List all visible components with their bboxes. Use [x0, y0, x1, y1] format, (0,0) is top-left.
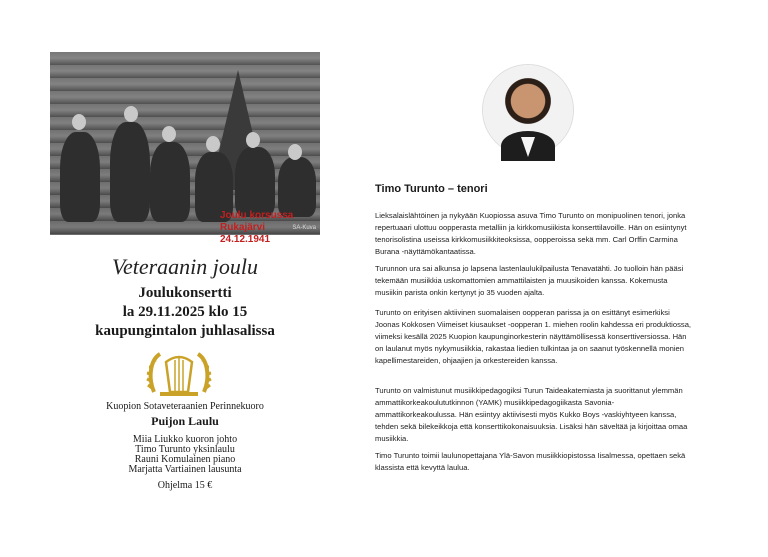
soldier-head: [72, 114, 86, 130]
soldier-head: [246, 132, 260, 148]
lyre-emblem-icon: [146, 348, 212, 400]
program-price: Ohjelma 15 €: [157, 480, 213, 491]
performer-line: Rauni Komulainen piano: [134, 454, 236, 465]
soldier-head: [124, 106, 138, 122]
bio-paragraph: Lieksalaislähtöinen ja nykyään Kuopiossa asuva Timo Turunto on monipuolinen tenori, jonka repertuaari ulottuu oopperasta metalliin ja kirkkomusiikista konserttilavoille. Hän on esiintynyt tenorisolistina useissa kirkkomusiikkiteoksissa, oopperoissa sekä mm. Carl Orffin Carmina Burana -näyttämökantaatissa.: [375, 211, 687, 256]
bio-panel: [360, 25, 700, 495]
soldier-head: [288, 144, 302, 160]
soldier-figure: [278, 157, 316, 217]
performer-line: Timo Turunto yksinlaulu: [135, 444, 235, 455]
caption-line: Joulu korsussa Rukajärvi: [220, 210, 294, 233]
performer-line: Marjatta Vartiainen lausunta: [128, 464, 242, 475]
bio-paragraph: Turunto on erityisen aktiivinen suomalaisen oopperan parissa ja on esittänyt esimerkiksi Joonas Kokkosen Viimeiset kiusaukset -oopperan 1. miehen roolin kahdessa eri produktiossa, viimeksi kesällä 2025 Kuopion kaupunginorkesterin näyttämöllisessä konserttiversiossa. Hän on laulanut myös nykymusiikkia, rakastaa liedien tulkintaa ja on saanut työskennellä monien kapellimestareiden, ohjaajien ja orkestereiden kanssa.: [375, 308, 692, 365]
caption-date: 24.12.1941: [220, 234, 271, 245]
bio-paragraph: Timo Turunto toimii laulunopettajana Ylä-Savon musiikkiopistossa Iisalmessa, opettaen sekä klassista että kevyttä laulua.: [375, 451, 686, 472]
poster-left-panel: [0, 0, 370, 557]
choir-organization: Kuopion Sotaveteraanien Perinnekuoro: [106, 401, 264, 412]
soldier-head: [206, 136, 220, 152]
photo-credit: SA-Kuva: [292, 225, 316, 231]
soldier-figure: [235, 147, 275, 217]
concert-title: Joulukonsertti: [138, 285, 232, 301]
soldier-figure: [110, 122, 150, 222]
soldier-figure: [60, 132, 100, 222]
poster-title: Veteraanin joulu: [111, 254, 259, 279]
concert-datetime: la 29.11.2025 klo 15: [122, 304, 248, 320]
portrait-avatar: [483, 65, 573, 155]
soldier-head: [162, 126, 176, 142]
bio-paragraph: Turunto on valmistunut musiikkipedagogiksi Turun Taideakatemiasta ja suorittanut ylemmän ammattikorkeakoulututkinnon (YAMK) musiikkipedagogiikasta Savonia-ammattikorkeakoulussa. Hän esiintyy aktiivisesti myös Kukko Boys -vaskiyhtyeen kanssa, tehden sekä bilekeikkoja että konserttikokonaisuuksia. Lisäksi hän säveltää ja kirjoittaa omaa musiikkia.: [375, 386, 688, 443]
concert-venue: kaupungintalon juhlasalissa: [95, 323, 275, 339]
choir-name: Puijon Laulu: [151, 414, 219, 428]
soldier-figure: [150, 142, 190, 222]
historical-photo: [50, 52, 320, 245]
performer-line: Miia Liukko kuoron johto: [132, 434, 238, 445]
bio-paragraph: Turunnon ura sai alkunsa jo lapsena lastenlaulukilpailusta Tenavatähti. Jo tuolloin hän pääsi tekemään musiikkia uskomattomien ammattilaisten ja muusikoiden kanssa. Kokemusta musiikin parista onkin kertynyt jo 35 vuoden ajalta.: [375, 264, 684, 297]
bio-heading: Timo Turunto – tenori: [375, 183, 488, 195]
